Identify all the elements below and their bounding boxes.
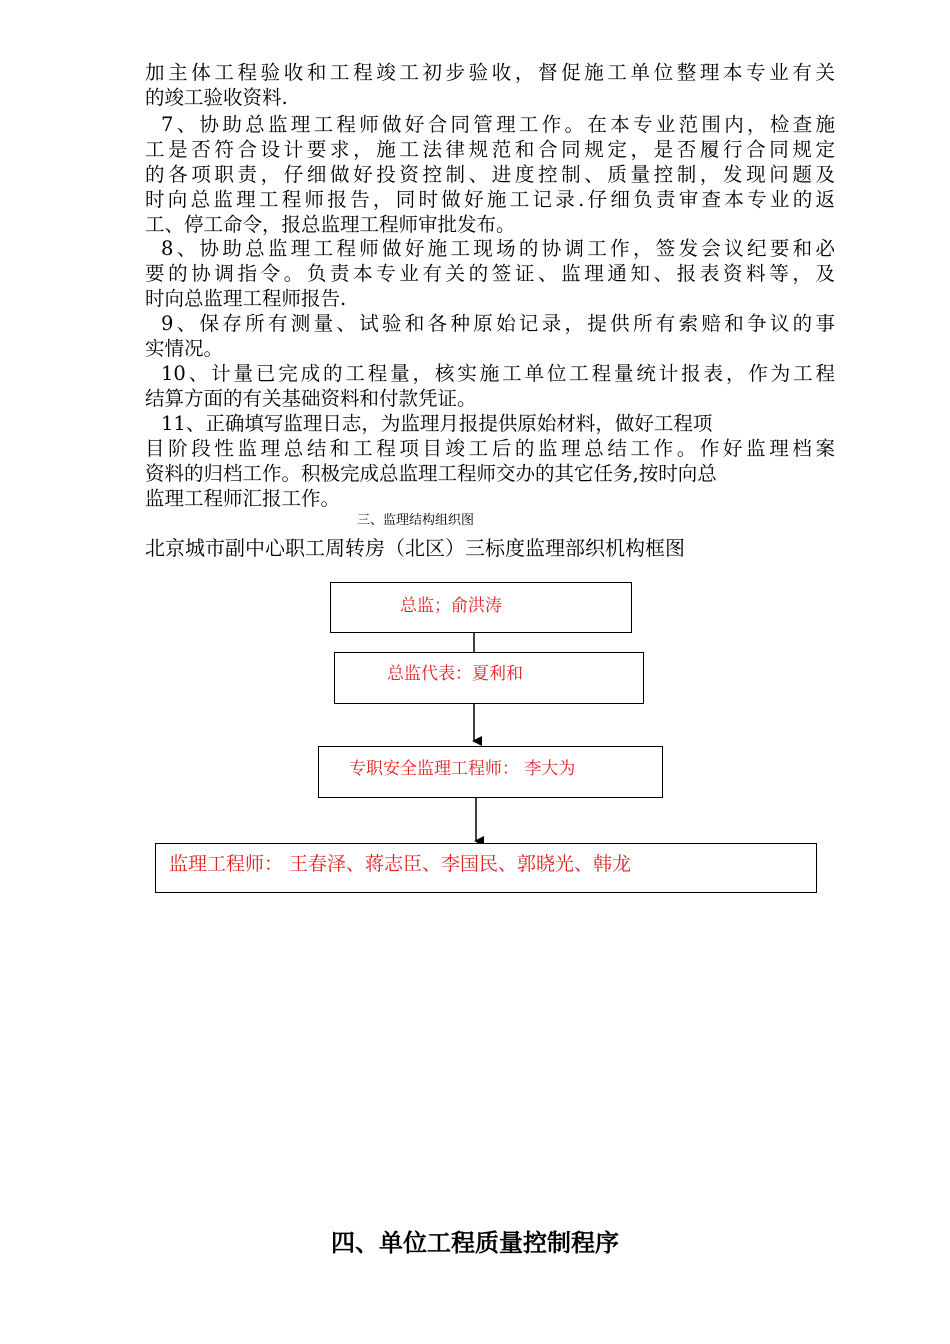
section-3-subheading: 三、监理结构组织图 <box>357 513 475 528</box>
node-label: 专职安全监理工程师： 李大为 <box>349 759 576 779</box>
node-label: 总监；俞洪涛 <box>400 596 502 616</box>
text-line: 11、正确填写监理日志，为监理月报提供原始材料，做好工程项 <box>161 412 713 435</box>
text-line: 实情况。 <box>145 337 224 360</box>
text-line: 要的协调指令。负责本专业有关的签证、监理通知、报表资料等，及 <box>145 262 835 285</box>
text-line: 时向总监理工程师报告，同时做好施工记录.仔细负责审查本专业的返 <box>145 188 835 211</box>
org-node-safety-engineer <box>318 746 663 798</box>
org-node-supervision-engineers <box>155 843 817 893</box>
text-line: 资料的归档工作。积极完成总监理工程师交办的其它任务,按时向总 <box>145 462 717 485</box>
text-line: 工是否符合设计要求，施工法律规范和合同规定，是否履行合同规定 <box>145 138 835 161</box>
text-line: 的各项职责，仔细做好投资控制、进度控制、质量控制，发现问题及 <box>145 163 835 186</box>
text-line: 工、停工命令，报总监理工程师审批发布。 <box>145 213 516 236</box>
section-4-heading: 四、单位工程质量控制程序 <box>331 1229 619 1257</box>
text-line: 10、计量已完成的工程量，核实施工单位工程量统计报表，作为工程 <box>161 362 835 385</box>
text-line: 目阶段性监理总结和工程项目竣工后的监理总结工作。作好监理档案 <box>145 437 835 460</box>
org-node-chief-supervisor <box>330 582 632 633</box>
text-line: 时向总监理工程师报告. <box>145 287 347 310</box>
text-line: 8、协助总监理工程师做好施工现场的协调工作，签发会议纪要和必 <box>161 237 835 260</box>
text-line: 的竣工验收资料. <box>145 86 288 109</box>
text-line: 结算方面的有关基础资料和付款凭证。 <box>145 387 477 410</box>
text-line: 7、协助总监理工程师做好合同管理工作。在本专业范围内，检查施 <box>161 113 835 136</box>
text-line: 加主体工程验收和工程竣工初步验收，督促施工单位整理本专业有关 <box>145 61 835 84</box>
text-line: 监理工程师汇报工作。 <box>145 487 341 510</box>
node-label: 总监代表：夏利和 <box>387 664 523 684</box>
text-line: 9、保存所有测量、试验和各种原始记录，提供所有索赔和争议的事 <box>161 312 835 335</box>
org-chart-title: 北京城市副中心职工周转房（北区）三标度监理部织机构框图 <box>145 536 685 560</box>
node-label: 监理工程师： 王春泽、蒋志臣、李国民、郭晓光、韩龙 <box>169 853 632 875</box>
org-node-deputy-supervisor <box>334 652 644 704</box>
